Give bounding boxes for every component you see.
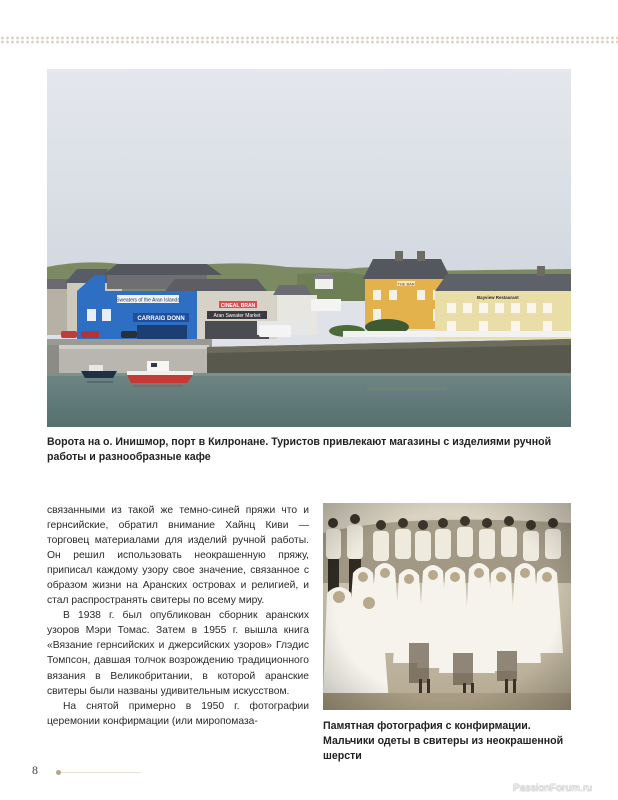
top-photo-caption: Ворота на о. Инишмор, порт в Килронане. Туристов привлекают магазины с изделиями ручной работы и разнообразные кафе <box>47 436 552 463</box>
harbour-illustration <box>47 69 571 427</box>
body-paragraph: связанными из такой же темно-синей пряжи что и гернсийские, обратил внимание Хайнц Киви — торговец материалами для изделий ручной работы. Он решил использовать неокрашенную пряжу, приписал каждому узору свое значение, связанное с образом жизни на Аранских островах и религией, и стал распространять свитеры по всему миру. <box>47 505 309 607</box>
cream-restaurant-building <box>435 266 571 339</box>
harbour-photo <box>47 69 571 427</box>
confirmation-photo <box>323 503 571 710</box>
grey-shop-sign-top: CINEAL BRAN <box>220 302 256 309</box>
harbour-water <box>47 373 571 427</box>
restaurant-sign: Bayview Restaurant <box>477 295 519 300</box>
blue-shop-sign-top: Sweaters of the Aran Islands <box>116 297 180 304</box>
top-dotted-border <box>0 36 618 44</box>
grey-shop-sign-bottom: Aran Sweater Market <box>213 313 261 319</box>
page-number: 8 <box>32 763 38 777</box>
body-paragraph: На снятой примерно в 1950 г. фотографии церемонии конфирмации (или миропомаза- <box>47 700 309 727</box>
article-body <box>47 503 309 729</box>
pier <box>59 345 209 375</box>
body-paragraph: В 1938 г. был опубликован сборник аранских узоров Мэри Томас. Затем в 1955 г. вышла книга «Вязание гернсийских и джерсийских узоров» Глэдис Томпсон, давшая толчок возрождению традиционного вязания в Великобритании, в которой аранские свитеры были названы удивительным искусством. <box>47 610 309 697</box>
watermark: PassionForum.ru <box>513 783 593 794</box>
sky <box>47 69 571 279</box>
confirmation-illustration <box>323 503 571 710</box>
bottom-photo-caption: Памятная фотография с конфирмации. Мальчики одеты в свитеры из неокрашенной шерсти <box>323 720 564 762</box>
blue-shop-sign-bottom: CARRAIG DONN <box>137 316 185 322</box>
pub-sign: THE BAR <box>397 281 415 287</box>
footer-line <box>61 772 141 773</box>
